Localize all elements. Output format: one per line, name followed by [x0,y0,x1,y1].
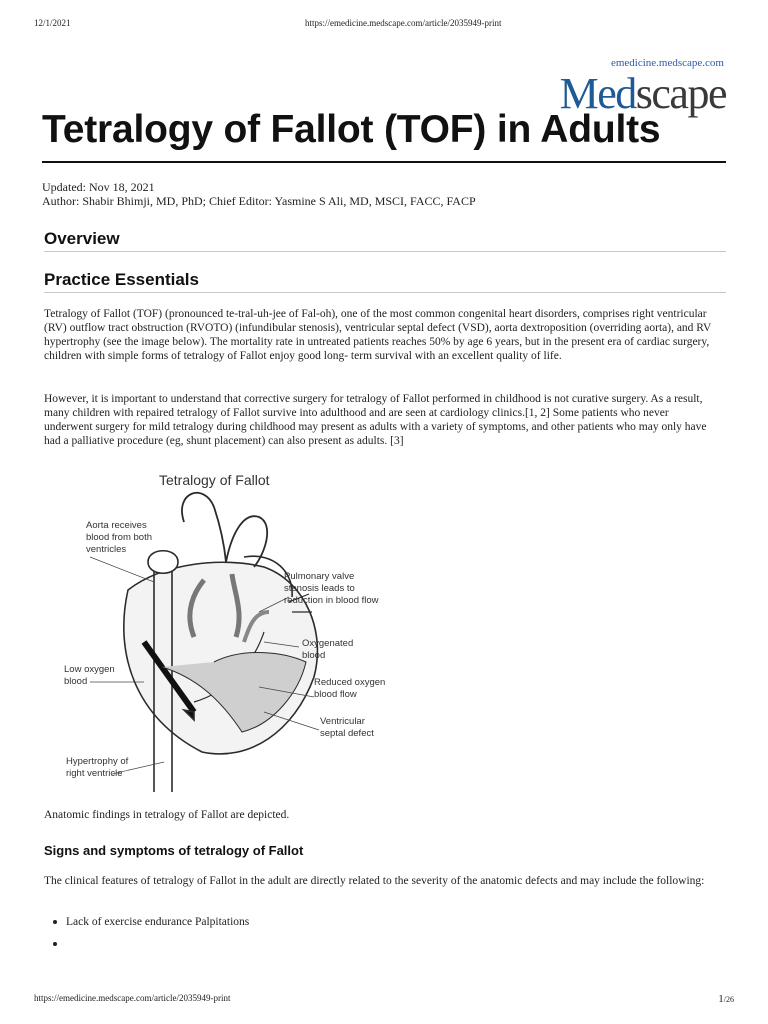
label-rv-hypertrophy: Hypertrophy of [66,756,129,767]
tetralogy-of-fallot-diagram [44,462,404,792]
print-header-url: https://emedicine.medscape.com/article/2035949-print [305,18,502,28]
bullet-icon [53,920,57,924]
svg-text:stenosis leads to: stenosis leads to [284,583,355,594]
article-meta [42,180,476,208]
heart-illustration [124,493,318,792]
site-link[interactable]: emedicine.medscape.com [610,57,724,69]
svg-text:ventricles: ventricles [86,544,127,555]
clinical-features-paragraph: The clinical features of tetralogy of Fallot in the adult are directly related to the severity of the anatomic defects and may include the following: [44,875,705,887]
signs-symptoms-heading: Signs and symptoms of tetralogy of Fallot [44,843,304,858]
practice-essentials-heading: Practice Essentials [44,270,199,289]
svg-text:blood: blood [64,676,88,687]
print-date: 12/1/2021 [34,18,71,28]
svg-text:blood: blood [302,650,326,661]
practice-essentials-divider [44,292,726,293]
overview-divider [44,251,726,252]
print-footer-url: https://emedicine.medscape.com/article/2035949-print [34,993,231,1003]
label-pulmonary-valve: Pulmonary valve [284,571,355,582]
list-item [66,937,249,959]
label-low-oxygen-blood: Low oxygen [64,664,115,675]
label-oxygenated-blood: Oxygenated [302,638,354,649]
figure-caption: Anatomic findings in tetralogy of Fallot are depicted. [44,809,290,821]
overview-heading: Overview [44,229,120,248]
symptom-list [66,915,249,959]
author-line: Author: Shabir Bhimji, MD, PhD; Chief Editor: Yasmine S Ali, MD, MSCI, FACC, FACP [42,194,476,208]
surgery-paragraph: However, it is important to understand that corrective surgery for tetralogy of Fallot performed in childhood is not curative surgery. As a result, many children with repaired tetralogy of Fallot survive into adulthood and are seen at cardiology clinics.[1, 2] Some patients who never underwent surgery for mild tetralogy during childhood may present as adults with a variety of symptoms, and other patients who may only have had a palliative procedure (eg, shunt placement) can also present as adults. [3] [44,393,707,447]
updated-date: Updated: Nov 18, 2021 [42,180,155,194]
intro-paragraph: Tetralogy of Fallot (TOF) (pronounced te-tral-uh-jee of Fal-oh), one of the most common congenital heart disorders, comprises right ventricular (RV) outflow tract obstruction (RVOTO) (infundibular stenosis), ventricular septal defect (VSD), aorta dextroposition (overriding aorta), and RV hypertrophy (see the image below). The mortality rate in untreated patients reaches 50% by age 6 years, but in the present era of cardiac surgery, children with simple forms of tetralogy of Fallot enjoy good long- term survival with an excellent quality of life. [44,308,712,362]
svg-text:right ventricle: right ventricle [66,768,123,779]
svg-text:blood flow: blood flow [314,689,357,700]
svg-text:septal defect: septal defect [320,728,374,739]
page-number: 1/26 [718,993,734,1005]
svg-text:blood from both: blood from both [86,532,153,543]
medscape-logo: Medscape [559,69,726,118]
list-item: Lack of exercise endurance Palpitations [66,915,249,937]
label-aorta: Aorta receives [86,520,147,531]
label-vsd: Ventricular [320,716,365,727]
bullet-icon [53,942,57,946]
article-title: Tetralogy of Fallot (TOF) in Adults [42,108,661,151]
title-divider [42,161,726,163]
figure-title: Tetralogy of Fallot [159,472,270,488]
label-reduced-oxygen: Reduced oxygen [314,677,386,688]
svg-text:reduction in blood flow: reduction in blood flow [284,595,379,606]
